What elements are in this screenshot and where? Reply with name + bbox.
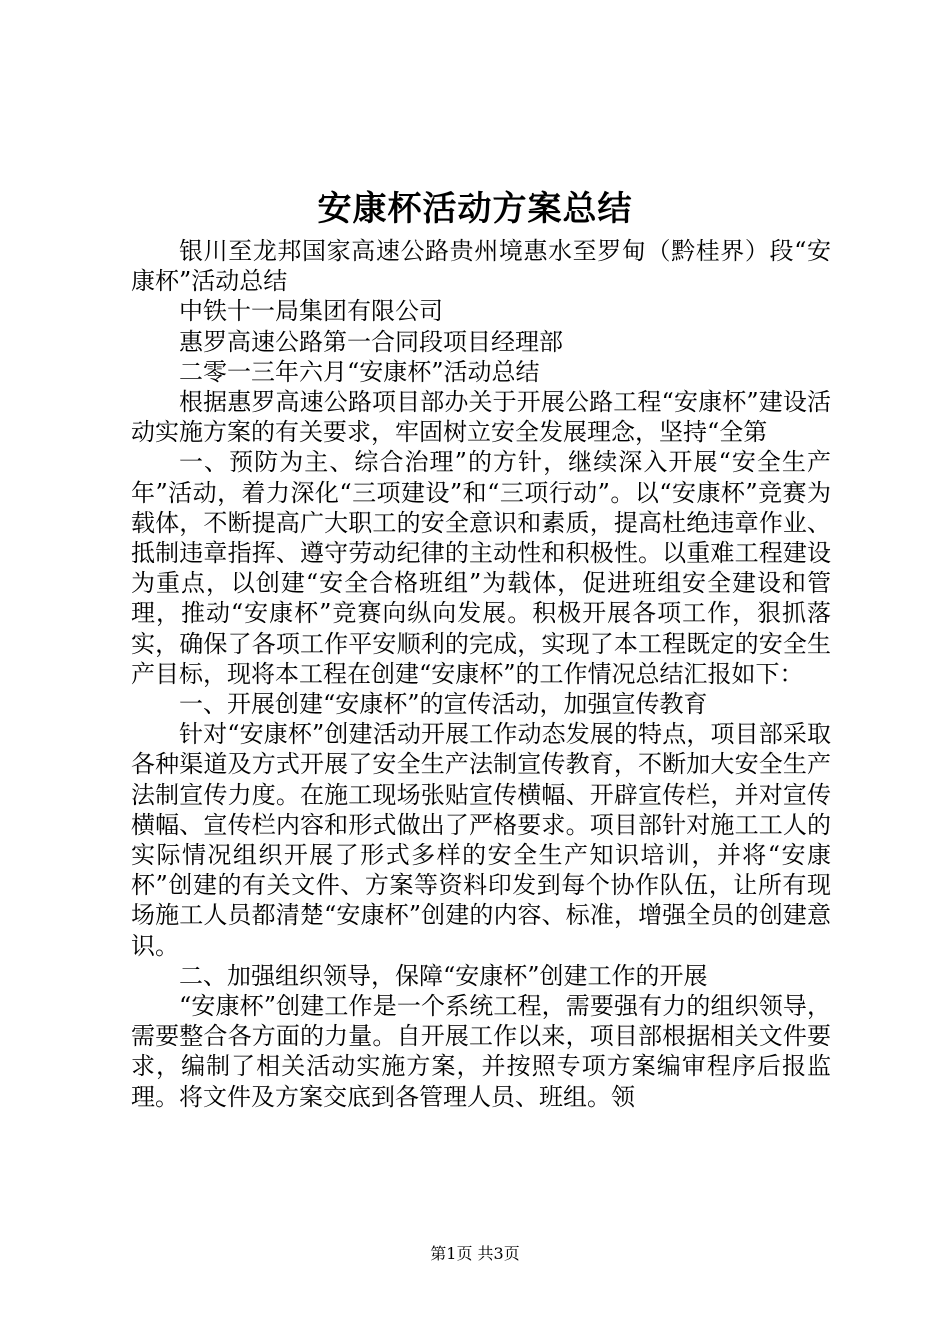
paragraph-intro: 根据惠罗高速公路项目部办关于开展公路工程“安康杯”建设活动实施方案的有关要求，牢固树立安全发展理念，坚持“全第 [131,388,831,447]
page-footer: 第1页 共3页 [430,1244,520,1263]
paragraph-section-1: 针对“安康杯”创建活动开展工作动态发展的特点，项目部采取各种渠道及方式开展了安全生产法制宣传教育，不断加大安全生产法制宣传力度。在施工现场张贴宣传横幅、开辟宣传栏，并对宣传横幅、宣传栏内容和形式做出了严格要求。项目部针对施工工人的实际情况组织开展了形式多样的安全生产知识培训，并将“安康杯”创建的有关文件、方案等资料印发到每个协作队伍，让所有现场施工人员都清楚“安康杯”创建的内容、标准，增强全员的创建意识。 [131,720,831,960]
section-heading-2: 二、加强组织领导，保障“安康杯”创建工作的开展 [179,961,708,990]
document-title: 安康杯活动方案总结 [317,189,633,229]
paragraph-section-2: “安康杯”创建工作是一个系统工程，需要强有力的组织领导，需要整合各方面的力量。自开展工作以来，项目部根据相关文件要求，编制了相关活动实施方案，并按照专项方案编审程序后报监理。将文件及方案交底到各管理人员、班组。领 [131,992,831,1111]
document-body [131,236,831,1112]
paragraph-date-heading: 二零一三年六月“安康杯”活动总结 [179,357,540,386]
section-heading-1: 一、开展创建“安康杯”的宣传活动，加强宣传教育 [179,690,708,719]
paragraph-company: 中铁十一局集团有限公司 [179,297,443,326]
paragraph-route-title: 银川至龙邦国家高速公路贵州境惠水至罗甸（黔桂界）段“安康杯”活动总结 [131,237,831,296]
paragraph-department: 惠罗高速公路第一合同段项目经理部 [179,327,563,356]
paragraph-policy: 一、预防为主、综合治理”的方针，继续深入开展“安全生产年”活动，着力深化“三项建设”和“三项行动”。以“安康杯”竞赛为载体，不断提高广大职工的安全意识和素质，提高杜绝违章作业、抵制违章指挥、遵守劳动纪律的主动性和积极性。以重难工程建设为重点，以创建“安全合格班组”为载体，促进班组安全建设和管理，推动“安康杯”竞赛向纵向发展。积极开展各项工作，狠抓落实，确保了各项工作平安顺利的完成，实现了本工程既定的安全生产目标，现将本工程在创建“安康杯”的工作情况总结汇报如下： [131,448,831,688]
